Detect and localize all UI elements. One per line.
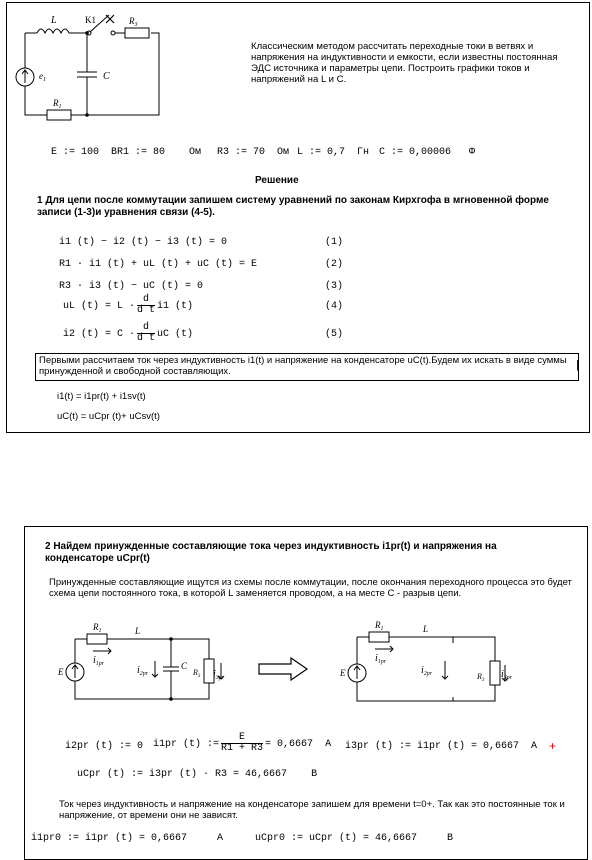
rc-R3: $R_3$	[477, 672, 485, 683]
label-R3: $R_3$	[129, 16, 138, 28]
task-text: Классическим методом рассчитать переходные токи в ветвях и напряжения на индуктивности и емкости, если известны постоянная ЭДС источника и параметры цепи. Построить графики токов и напряжений на L и C.	[251, 41, 558, 85]
eq-number-5: (5)	[325, 329, 344, 340]
lc-R1: $R_1$	[93, 622, 102, 634]
circuit-diagram-2-right	[335, 613, 515, 717]
label-e1: $e_1$	[39, 71, 46, 83]
equation-1: i1 (t) − i2 (t) − i3 (t) = 0	[59, 237, 228, 248]
param-L: L := 0,7 Гн	[297, 147, 370, 158]
equation-4: uL (t) = L · $\frac{d}{\text{d t}}$ i1 (t)	[63, 294, 194, 316]
rc-i1: $i_{1pr}$	[375, 653, 387, 665]
lc-i3: $i_{3pr}$	[213, 669, 225, 681]
step2-text2: Ток через индуктивность и напряжение на конденсаторе запишем для времени t=0+. Так как это постоянные ток и напряжение, от времени они не зависят.	[59, 799, 565, 821]
eq-number-3: (3)	[325, 281, 344, 292]
lc-i1: $i_{1pr}$	[93, 655, 105, 667]
lc-R3: $R_3$	[193, 668, 201, 679]
label-K1: K1	[85, 15, 96, 25]
step1-text: 1 Для цепи после коммутации запишем систему уравнений по законам Кирхгофа в мгновенной форме записи (1-3)и уравнения связи (4-5).	[37, 195, 549, 218]
lc-E: E	[58, 667, 64, 677]
equation-5: i2 (t) = C · $\frac{d}{\text{d t}}$ uC (t)	[63, 322, 194, 344]
param-E: E := 100 В	[51, 147, 118, 158]
arrow-icon	[257, 657, 309, 681]
rc-E: E	[340, 668, 346, 678]
eq-number-4: (4)	[325, 301, 344, 312]
step2-text: Принужденные составляющие ищутся из схемы после коммутации, после окончания переходного процесса это будет схема цепи постоянного тока, в которой L заменяется проводом, а на месте C - разрыв цепи.	[49, 577, 572, 599]
param-R1: R1 := 80 Ом	[117, 147, 202, 158]
circuit-diagram-2-left	[53, 617, 229, 717]
page-2-frame	[24, 526, 588, 860]
plus-marker: +	[549, 739, 557, 753]
rc-i3: $i_{3pr}$	[501, 669, 513, 681]
equation-2: R1 · i1 (t) + uL (t) + uC (t) = E	[59, 259, 258, 270]
text-cursor: |	[576, 359, 579, 371]
calc-uCpr: uCpr (t) := i3pr (t) · R3 = 46,6667 В	[77, 769, 318, 780]
param-C: C := 0,00006 Ф	[379, 147, 476, 158]
calc-uCpr0: uCpr0 := uCpr (t) = 46,6667 В	[255, 833, 454, 844]
equation-3: R3 · i3 (t) − uC (t) = 0	[59, 281, 204, 292]
rc-L: L	[423, 624, 429, 634]
calc-i1pr: i1pr (t) := $\frac{E}{R1 + R3}$ = 0,6667 А	[153, 732, 332, 754]
param-R3: R3 := 70 Ом	[217, 147, 290, 158]
note-box[interactable]	[35, 353, 579, 381]
page-1-frame	[6, 2, 590, 433]
lc-L: L	[135, 626, 141, 636]
circuit-diagram-1	[11, 7, 181, 127]
eq-number-2: (2)	[325, 259, 344, 270]
label-L: L	[51, 15, 57, 26]
calc-i3pr: i3pr (t) := i1pr (t) = 0,6667 А	[345, 741, 538, 752]
calc-i1pr0: i1pr0 := i1pr (t) = 0,6667 А	[31, 833, 224, 844]
rc-i2: $i_{2pr}$	[421, 665, 433, 677]
label-C: C	[103, 71, 110, 82]
label-R1: $R_1$	[53, 98, 62, 110]
eq-number-1: (1)	[325, 237, 344, 248]
lc-i2: $i_{2pr}$	[137, 665, 149, 677]
lc-C: C	[181, 661, 188, 671]
note-text: Первыми рассчитаем ток через индуктивность i1(t) и напряжение на конденсаторе uC(t).Будем их искать в виде суммы принужденной и свободной составляющих.	[39, 355, 567, 377]
solution-title: Решение	[255, 175, 299, 186]
calc-i2pr: i2pr (t) := 0	[65, 741, 144, 752]
sum-uC: uC(t) = uCpr (t)+ uCsv(t)	[57, 411, 160, 422]
step2-title: 2 Найдем принужденные составляющие тока через индуктивность i1pr(t) и напряжения на конденсаторе uCpr(t)	[45, 541, 497, 564]
sum-i1: i1(t) = i1pr(t) + i1sv(t)	[57, 391, 146, 402]
rc-R1: $R_1$	[375, 620, 384, 632]
